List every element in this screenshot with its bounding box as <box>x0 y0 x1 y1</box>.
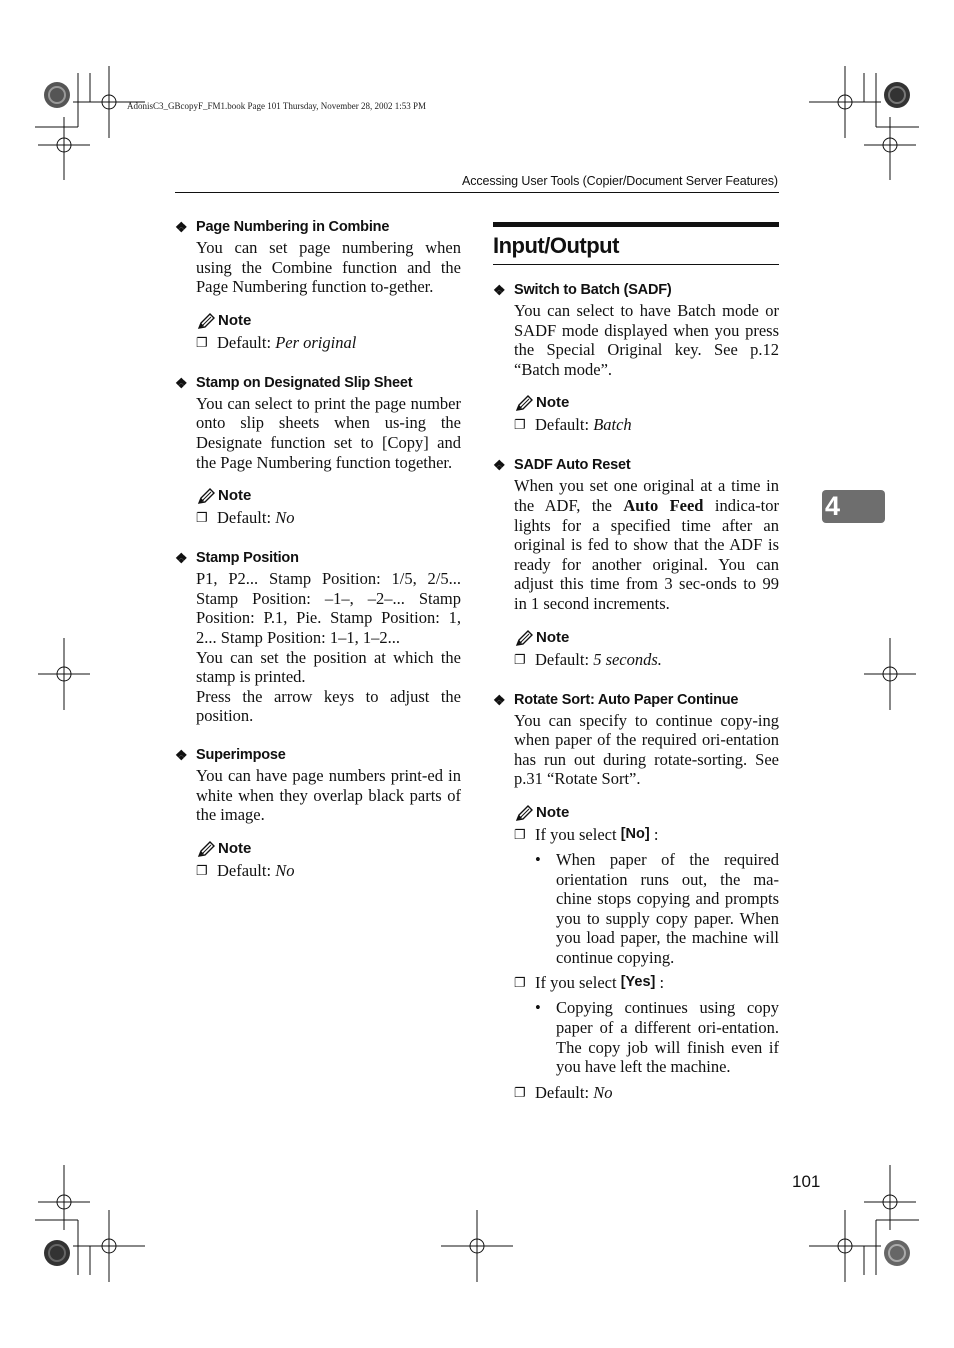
bullet-text: When paper of the required orientation runs out, the ma-chine stops copying and prompts you to supply copy paper. When you load paper, the machine will continue copying. <box>556 849 779 967</box>
note-label: Note <box>536 394 570 412</box>
note-pencil-icon <box>196 841 218 857</box>
item-body: You can select to have Batch mode or SADF mode displayed when you press the Special Original key. See p.12 “Batch mode”. <box>514 301 779 379</box>
note-text: Default: <box>535 415 594 435</box>
item-stamp-slip-sheet <box>175 372 461 529</box>
bullet-dot-icon: • <box>535 849 541 869</box>
note-pencil-icon <box>514 805 536 821</box>
note-text: Default: <box>217 332 276 352</box>
item-body: Press the arrow keys to adjust the position. <box>196 686 461 726</box>
note-pencil-icon <box>514 630 536 646</box>
item-superimpose <box>175 744 461 882</box>
note <box>514 393 779 436</box>
checkbox-square-icon: ❐ <box>514 826 526 842</box>
item-body: You can select to print the page number onto slip sheets when us-ing the Designate function set to [Copy] and the Page Numbering function together. <box>196 393 461 472</box>
header-rule <box>175 192 779 193</box>
note-label: Note <box>218 311 252 329</box>
note-value: No <box>275 508 295 528</box>
item-body: P1, P2... Stamp Position: 1/5, 2/5... Stamp Position: –1–, –2–... Stamp Position: P.1, Pie. Stamp Position: 1, 2... Stamp Position: 1–1, 1–2... <box>196 569 461 647</box>
bullet-item <box>535 850 779 968</box>
chapter-tab <box>822 490 885 523</box>
note-value: No <box>593 1082 613 1102</box>
bullet-item <box>535 998 779 1076</box>
yes-key-label: [Yes] <box>620 974 656 991</box>
note-label: Note <box>536 628 570 646</box>
item-body <box>514 476 779 613</box>
no-key-label: [No] <box>620 825 650 842</box>
body-text: When you set one original at a time in the ADF, the <box>514 476 779 515</box>
page-number: 101 <box>792 1172 821 1191</box>
note-label: Note <box>218 839 252 857</box>
item-title: Stamp Position <box>196 550 299 567</box>
note-value: 5 seconds. <box>593 649 662 669</box>
bullet-text: Copying continues using copy paper of a different ori-entation. The copy job will finish even if you have left the machine. <box>556 998 779 1077</box>
print-info: AdonisC3_GBcopyF_FM1.book Page 101 Thursday, November 28, 2002 1:53 PM <box>127 101 426 111</box>
checkbox-square-icon: ❐ <box>196 510 208 526</box>
checkbox-square-icon: ❐ <box>196 334 208 350</box>
note-value: Per original <box>275 332 357 352</box>
body-text: indica-tor lights for a specified time after an original is fed to show that the ADF is ready for another original. You can adjust this time from 3 sec-onds to 99 in 1 second increments. <box>514 495 780 613</box>
running-head: Accessing User Tools (Copier/Document Server Features) <box>461 174 778 188</box>
note <box>196 839 461 882</box>
item-title: Superimpose <box>196 746 286 763</box>
item-body: You can have page numbers print-ed in white when they overlap black parts of the image. <box>196 765 461 825</box>
diamond-bullet-icon: ❖ <box>175 550 188 567</box>
checkbox-square-icon: ❐ <box>514 417 526 433</box>
item-body: You can set page numbering when using the Combine function and the Page Numbering function to-gether. <box>196 238 461 297</box>
item-sadf-auto-reset <box>493 454 779 670</box>
note <box>514 803 779 1104</box>
item-title: SADF Auto Reset <box>514 457 631 474</box>
item-body: You can specify to continue copy-ing when paper of the required ori-entation has run out during rotate-sorting. See p.31 “Rotate Sort”. <box>514 710 779 789</box>
note-pencil-icon <box>196 488 218 504</box>
note-text: Default: <box>217 508 276 528</box>
diamond-bullet-icon: ❖ <box>175 219 188 235</box>
item-body: You can set the position at which the stamp is printed. <box>196 647 461 687</box>
note-pencil-icon <box>196 313 218 329</box>
note-text: If you select <box>535 824 621 844</box>
auto-feed-indicator-name: Auto Feed <box>623 495 704 515</box>
note-pencil-icon <box>514 395 536 411</box>
checkbox-square-icon: ❐ <box>514 975 526 991</box>
note-text: Default: <box>535 649 594 669</box>
diamond-bullet-icon: ❖ <box>493 282 506 298</box>
note-label: Note <box>536 803 570 821</box>
checkbox-square-icon: ❐ <box>196 862 208 878</box>
note-text: Default: <box>535 1082 594 1102</box>
left-column <box>175 216 461 900</box>
note <box>514 628 779 671</box>
item-page-numbering <box>175 216 461 354</box>
diamond-bullet-icon: ❖ <box>493 457 506 474</box>
diamond-bullet-icon: ❖ <box>175 746 188 763</box>
note-text: Default: <box>217 860 276 880</box>
note-value: Batch <box>593 415 632 435</box>
item-title: Rotate Sort: Auto Paper Continue <box>514 691 739 708</box>
note <box>196 311 461 354</box>
chapter-number: 4 <box>825 491 841 521</box>
checkbox-square-icon: ❐ <box>514 1084 526 1100</box>
bullet-dot-icon: • <box>535 998 541 1018</box>
item-switch-batch <box>493 279 779 436</box>
item-title: Switch to Batch (SADF) <box>514 282 672 298</box>
note-text: If you select <box>535 973 621 993</box>
checkbox-square-icon: ❐ <box>514 651 526 667</box>
note-text: : <box>655 973 665 993</box>
item-stamp-position <box>175 547 461 726</box>
section-title: Input/Output <box>493 222 779 265</box>
right-column <box>493 222 779 1122</box>
item-rotate-sort <box>493 689 779 1104</box>
note-text: : <box>649 824 659 844</box>
item-title: Stamp on Designated Slip Sheet <box>196 374 413 391</box>
item-title: Page Numbering in Combine <box>196 219 390 235</box>
note-value: No <box>275 860 295 880</box>
diamond-bullet-icon: ❖ <box>175 374 188 391</box>
diamond-bullet-icon: ❖ <box>493 691 506 708</box>
note-label: Note <box>218 487 252 505</box>
note <box>196 486 461 529</box>
